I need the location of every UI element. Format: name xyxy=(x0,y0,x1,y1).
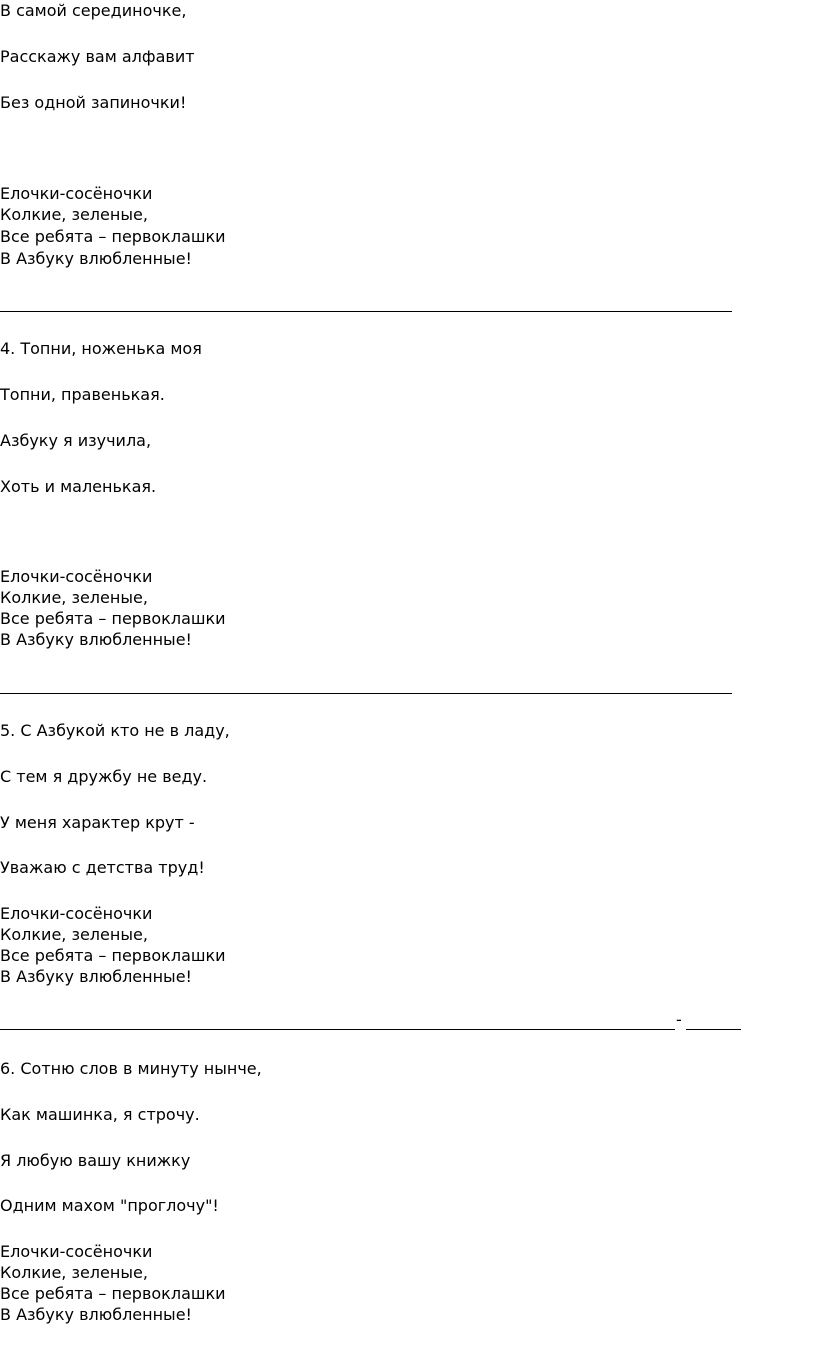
horizontal-rule xyxy=(0,1029,675,1030)
verse-line: У меня характер крут - xyxy=(0,813,195,832)
rule-dash: - xyxy=(676,1010,682,1029)
chorus-line: Колкие, зеленые, xyxy=(0,205,148,224)
chorus-line: Елочки-сосёночки xyxy=(0,184,153,203)
verse-line: Хоть и маленькая. xyxy=(0,477,157,496)
chorus-line: Елочки-сосёночки xyxy=(0,1242,153,1261)
verse-line: Одним махом "проглочу"! xyxy=(0,1196,219,1215)
verse-line: Я любую вашу книжку xyxy=(0,1151,191,1170)
verse-line: Азбуку я изучила, xyxy=(0,431,152,450)
horizontal-rule xyxy=(0,693,732,694)
verse-line: Расскажу вам алфавит xyxy=(0,47,195,66)
rule-tail-underline xyxy=(686,1029,741,1030)
chorus-line: Все ребята – первоклашки xyxy=(0,227,226,246)
verse-line: Топни, правенькая. xyxy=(0,385,165,404)
chorus-line: Все ребята – первоклашки xyxy=(0,946,226,965)
chorus-line: Елочки-сосёночки xyxy=(0,904,153,923)
verse-line: В самой серединочке, xyxy=(0,1,187,20)
chorus-line: Колкие, зеленые, xyxy=(0,588,148,607)
verse-line: 4. Топни, ноженька моя xyxy=(0,339,202,358)
chorus-line: Елочки-сосёночки xyxy=(0,567,153,586)
chorus-line: Колкие, зеленые, xyxy=(0,925,148,944)
verse-line: Уважаю с детства труд! xyxy=(0,858,205,877)
chorus-line: В Азбуку влюбленные! xyxy=(0,1305,192,1324)
verse-line: 6. Сотню слов в минуту нынче, xyxy=(0,1059,262,1078)
chorus-line: Все ребята – первоклашки xyxy=(0,1284,226,1303)
verse-line: Как машинка, я строчу. xyxy=(0,1105,200,1124)
horizontal-rule xyxy=(0,311,732,312)
chorus-line: Колкие, зеленые, xyxy=(0,1263,148,1282)
verse-line: С тем я дружбу не веду. xyxy=(0,767,208,786)
chorus-line: Все ребята – первоклашки xyxy=(0,609,226,628)
verse-line: 5. С Азбукой кто не в ладу, xyxy=(0,721,230,740)
chorus-line: В Азбуку влюбленные! xyxy=(0,249,192,268)
verse-line: Без одной запиночки! xyxy=(0,93,187,112)
chorus-line: В Азбуку влюбленные! xyxy=(0,630,192,649)
chorus-line: В Азбуку влюбленные! xyxy=(0,967,192,986)
